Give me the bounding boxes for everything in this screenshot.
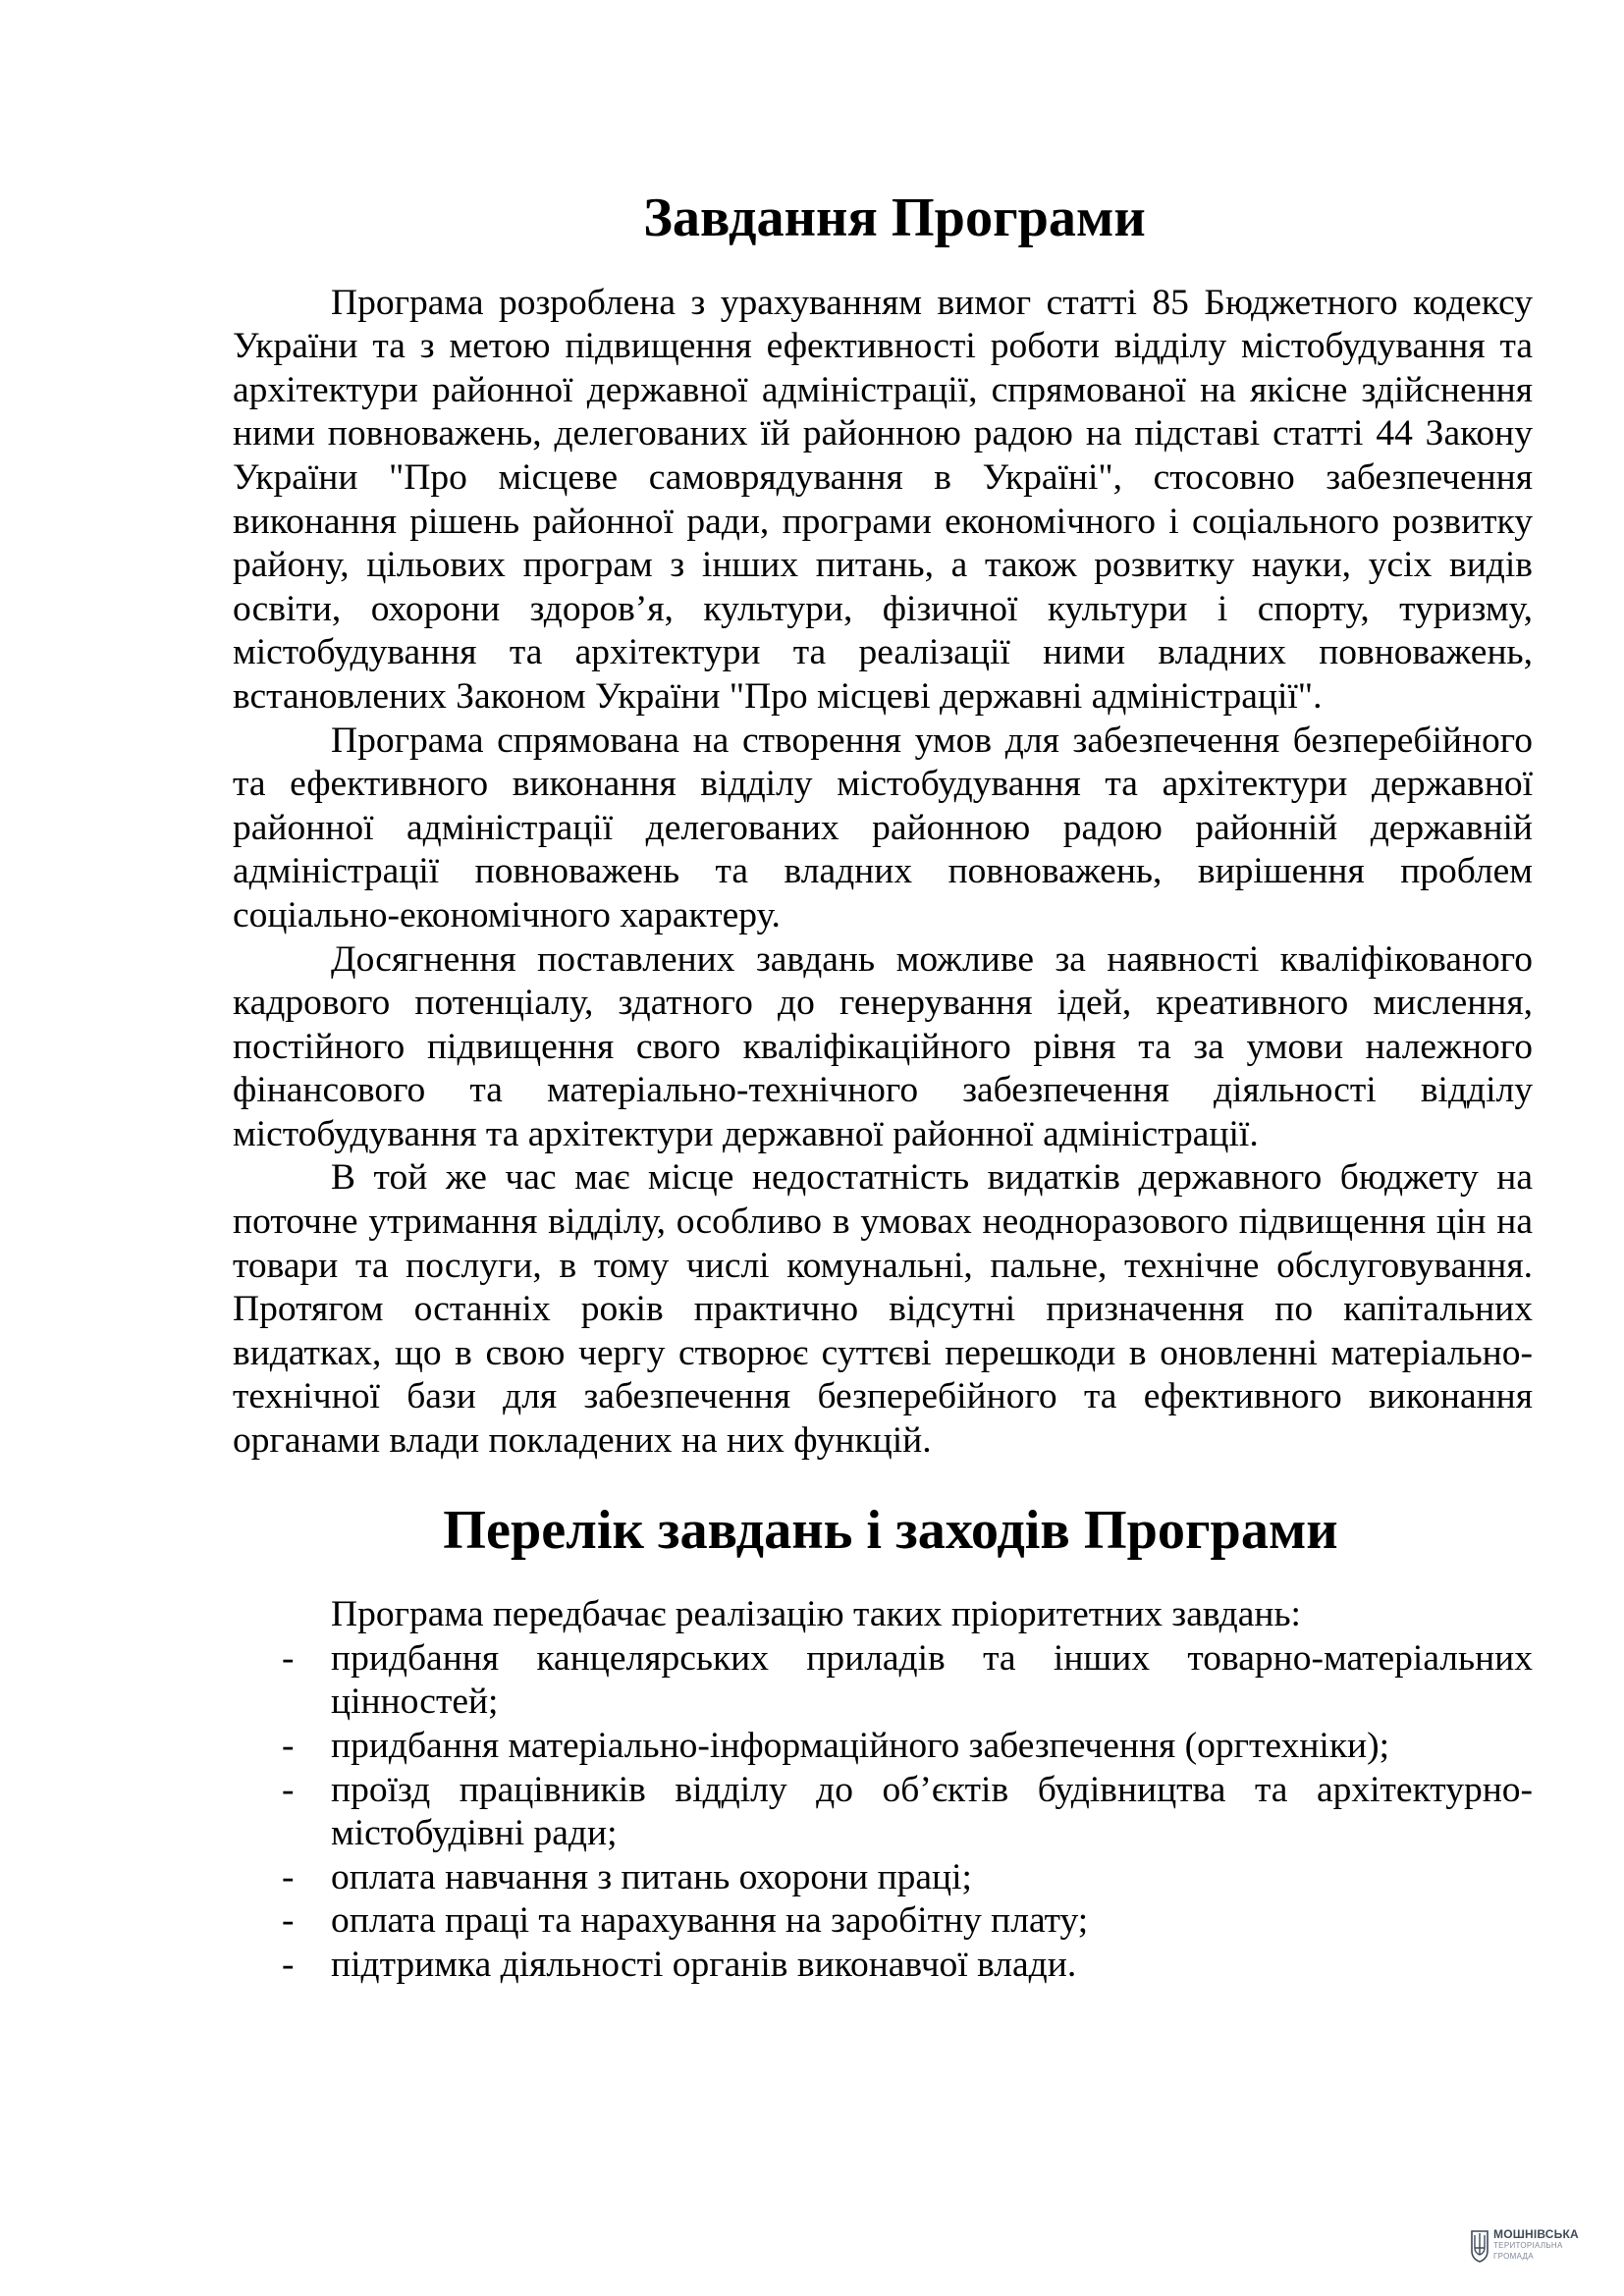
trident-emblem-icon <box>1470 2229 1489 2263</box>
list-bullet: - <box>282 1856 295 1897</box>
list-item <box>233 1769 1533 1856</box>
list-item-text: оплата праці та нарахування на заробітну плату; <box>331 1900 1089 1942</box>
list-item <box>233 1944 1533 1988</box>
watermark-line-1: МОШНІВСЬКА <box>1493 2227 1579 2241</box>
section-title-measures: Перелік завдань і заходів Програми <box>443 1499 1338 1561</box>
paragraph-1: Програма розроблена з урахуванням вимог статті 85 Бюджетного кодексу України та з метою підвищення ефективності роботи відділу містобудування та архітектури районної державної адміністрації, спрямованої на якісне здійснення ними повноважень, делегованих їй районною радою на підставі статті 44 Закону України "Про місцеве самоврядування в Україні", стосовно забезпечення виконання рішень районної ради, програми економічного і соціального розвитку району, цільових програм з інших питань, а також розвитку науки, усіх видів освіти, охорони здоров’я, культури, фізичної культури і спорту, туризму, містобудування та архітектури та реалізації ними владних повноважень, встановлених Законом України "Про місцеві державні адміністрації". <box>233 282 1533 717</box>
list-item-text: проїзд працівників відділу до об’єктів будівництва та архітектурно-містобудівні ради; <box>331 1769 1533 1854</box>
watermark-line-3: ГРОМАДА <box>1493 2252 1534 2261</box>
list-item <box>233 1725 1533 1769</box>
list-item-text: оплата навчання з питань охорони праці; <box>331 1856 972 1897</box>
section-title-tasks: Завдання Програми <box>643 187 1146 248</box>
list-bullet: - <box>282 1726 295 1766</box>
list-bullet: - <box>282 1944 295 1985</box>
list-bullet: - <box>282 1900 295 1942</box>
list-intro: Програма передбачає реалізацію таких пріоритетних завдань: <box>331 1594 1301 1635</box>
list-item-text: придбання канцелярських приладів та інших товарно-матеріальних цінностей; <box>331 1637 1533 1723</box>
paragraph-4: В той же час має місце недостатність видатків державного бюджету на поточне утримання відділу, особливо в умовах неодноразового підвищення цін на товари та послуги, в тому числі комунальні, пальне, технічне обслуговування. Протягом останніх років практично відсутні призначення по капітальних видатках, що в свою чергу створює суттєві перешкоди в оновленні матеріально-технічної бази для забезпечення безперебійного та ефективного виконання органами влади покладених на них функцій. <box>233 1157 1533 1462</box>
list-item-text: підтримка діяльності органів виконавчої влади. <box>331 1944 1077 1985</box>
list-bullet: - <box>282 1637 295 1679</box>
list-item-text: придбання матеріально-інформаційного забезпечення (оргтехніки); <box>331 1726 1390 1766</box>
paragraph-2: Програма спрямована на створення умов для забезпечення безперебійного та ефективного виконання відділу містобудування та архітектури державної районної адміністрації делегованих районною радою районній державній адміністрації повноважень та владних повноважень, вирішення проблем соціально-економічного характеру. <box>233 720 1533 935</box>
community-watermark-logo <box>1470 2229 1579 2263</box>
list-item <box>233 1899 1533 1944</box>
task-list <box>233 1637 1533 1988</box>
paragraph-3: Досягнення поставлених завдань можливе за наявності кваліфікованого кадрового потенціалу, здатного до генерування ідей, креативного мислення, постійного підвищення свого кваліфікаційного рівня та за умови належного фінансового та матеріально-технічного забезпечення діяльності відділу містобудування та архітектури державної районної адміністрації. <box>233 938 1533 1154</box>
section-body-tasks <box>233 282 1533 1464</box>
list-bullet: - <box>282 1769 295 1810</box>
list-item <box>233 1856 1533 1900</box>
watermark-line-2: ТЕРИТОРІАЛЬНА <box>1493 2241 1563 2250</box>
watermark-text <box>1493 2229 1579 2262</box>
list-item <box>233 1637 1533 1725</box>
document-page <box>233 187 1533 1988</box>
